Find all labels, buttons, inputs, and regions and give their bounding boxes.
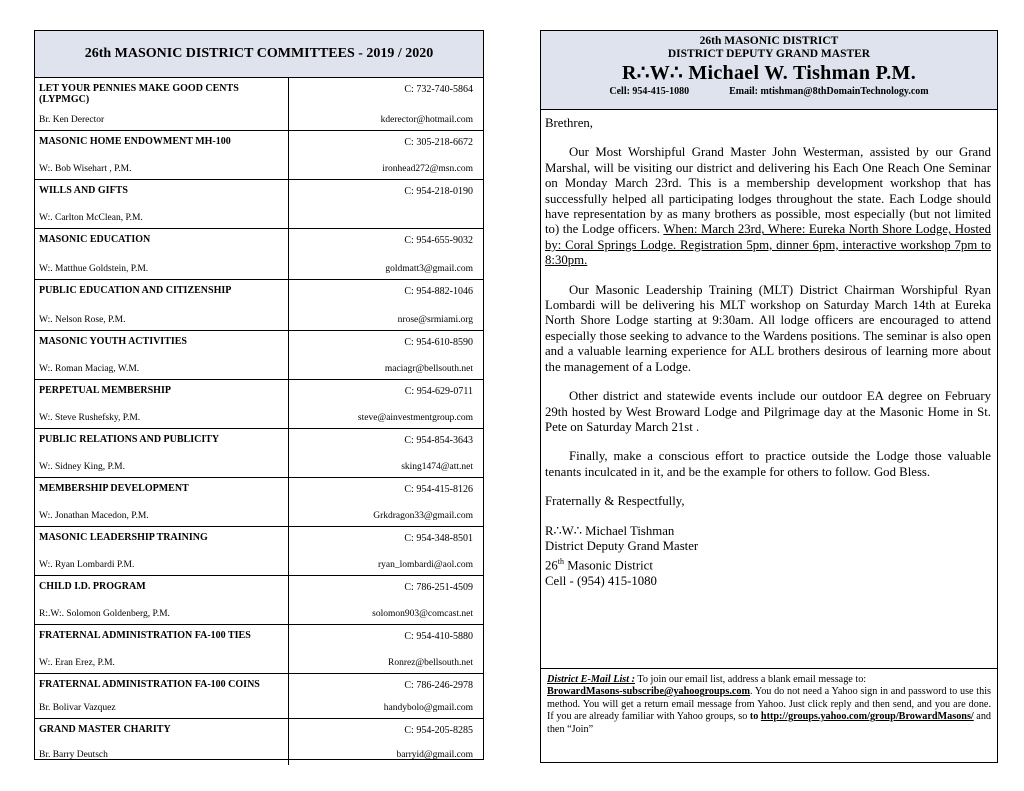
closing: Fraternally & Respectfully, <box>545 494 685 509</box>
committee-email[interactable]: goldmatt3@gmail.com <box>385 264 473 274</box>
letter-header <box>541 31 997 110</box>
committee-phone: C: 954-610-8590 <box>404 337 473 348</box>
column-divider <box>288 576 289 624</box>
committee-row <box>35 331 483 380</box>
greeting: Brethren, <box>545 116 593 130</box>
committee-phone: C: 954-655-9032 <box>404 235 473 246</box>
committee-row <box>35 229 483 280</box>
committee-name: MASONIC HOME ENDOWMENT MH-100 <box>39 136 231 147</box>
committee-list <box>35 78 483 765</box>
column-divider <box>288 331 289 379</box>
committee-phone: C: 305-218-6672 <box>404 137 473 148</box>
contact-line <box>541 85 997 98</box>
committee-name: WILLS AND GIFTS <box>39 185 128 196</box>
committee-chair: W:. Ryan Lombardi P.M. <box>39 560 135 570</box>
committees-page <box>34 30 484 760</box>
ddgm-line: DISTRICT DEPUTY GRAND MASTER <box>667 48 871 60</box>
committee-phone: C: 954-218-0190 <box>404 186 473 197</box>
ddgm-cell: Cell: 954-415-1080 <box>609 86 690 97</box>
email-list-label: District E-Mail List : <box>547 674 636 685</box>
committee-row <box>35 380 483 429</box>
committee-chair: W:. Roman Maciag, W.M. <box>39 364 140 374</box>
committee-phone: C: 954-410-5880 <box>404 631 473 642</box>
committee-phone: C: 954-854-3643 <box>404 435 473 446</box>
column-divider <box>288 625 289 673</box>
paragraph-3: Other district and statewide events include our outdoor EA degree on February 29th hosted by West Broward Lodge and Pilgrimage day at the Masonic Home in St. Pete on Saturday March 21st . <box>545 389 991 434</box>
committee-chair: W:. Eran Erez, P.M. <box>39 658 115 668</box>
paragraph-4: Finally, make a conscious effort to practice outside the Lodge those valuable tenants inculcated in it, and be the example for others to follow. God Bless. <box>545 449 991 479</box>
signature-district: 26th Masonic District <box>545 557 653 573</box>
committee-name: PUBLIC RELATIONS AND PUBLICITY <box>39 434 220 445</box>
yahoo-group-link[interactable]: http://groups.yahoo.com/group/BrowardMasons/ <box>760 711 974 723</box>
committee-email[interactable]: Ronrez@bellsouth.net <box>388 658 473 668</box>
committee-email[interactable]: kderector@hotmail.com <box>380 115 473 125</box>
committee-chair: Br. Bolivar Vazquez <box>39 703 116 713</box>
district-line: 26th MASONIC DISTRICT <box>699 35 839 47</box>
signature-title: District Deputy Grand Master <box>545 538 699 553</box>
committee-email[interactable]: Grkdragon33@gmail.com <box>373 511 473 521</box>
committee-row <box>35 674 483 719</box>
paragraph-1: Our Most Worshipful Grand Master John Westerman, assisted by our Grand Marshal, will be visiting our district and delivering his Each One Reach One Seminar on Monday March 23rd. This is a membership development workshop that has successfully helped all participating lodges throughout the state. Each Lodge should have representation by as many brothers as possible, most especially (but not limited to) the Lodge officers. When: March 23rd, Where: Eureka North Shore Lodge, Hosted by: Coral Springs Lodge. Registration 5pm, dinner 6pm, interactive workshop 7pm to 8:30pm. <box>545 145 991 268</box>
column-divider <box>288 429 289 477</box>
committee-email[interactable]: nrose@srmiami.org <box>397 315 473 325</box>
column-divider <box>288 527 289 575</box>
committee-chair: R:.W:. Solomon Goldenberg, P.M. <box>39 609 170 619</box>
committee-name: PERPETUAL MEMBERSHIP <box>39 385 171 396</box>
committee-row <box>35 527 483 576</box>
committee-email[interactable]: solomon903@comcast.net <box>372 609 473 619</box>
column-divider <box>288 719 289 765</box>
column-divider <box>288 280 289 330</box>
committee-row <box>35 78 483 131</box>
subscribe-address[interactable]: BrowardMasons-subscribe@yahoogroups.com <box>547 686 750 698</box>
signature-name: R∴W∴ Michael Tishman <box>545 523 675 538</box>
column-divider <box>288 478 289 526</box>
committee-phone: C: 732-740-5864 <box>404 84 473 95</box>
column-divider <box>288 131 289 179</box>
committee-name: MEMBERSHIP DEVELOPMENT <box>39 483 189 494</box>
committee-phone: C: 954-348-8501 <box>404 533 473 544</box>
committee-email[interactable]: maciagr@bellsouth.net <box>384 364 473 374</box>
event-details: When: March 23rd, Where: Eureka North Shore Lodge, Hosted by: Coral Springs Lodge. Registration 5pm, dinner 6pm, interactive workshop 7pm to 8:30pm. <box>545 222 991 268</box>
committee-chair: Br. Barry Deutsch <box>39 750 108 760</box>
committee-chair: W:. Bob Wisehart , P.M. <box>39 164 132 174</box>
signature-block <box>545 494 991 589</box>
column-divider <box>288 229 289 279</box>
column-divider <box>288 674 289 718</box>
committee-row <box>35 478 483 527</box>
committee-phone: C: 954-415-8126 <box>404 484 473 495</box>
committee-phone: C: 786-246-2978 <box>404 680 473 691</box>
committee-chair: W:. Sidney King, P.M. <box>39 462 125 472</box>
committee-email[interactable]: ironhead272@msn.com <box>382 164 473 174</box>
committee-name: MASONIC LEADERSHIP TRAINING <box>39 532 208 543</box>
committees-title: 26th MASONIC DISTRICT COMMITTEES - 2019 / 2020 <box>35 31 483 78</box>
ddgm-email: Email: mtishman@8thDomainTechnology.com <box>729 86 929 97</box>
committee-name: MASONIC YOUTH ACTIVITIES <box>39 336 187 347</box>
committee-phone: C: 954-629-0711 <box>404 386 473 397</box>
committee-name: MASONIC EDUCATION <box>39 234 151 245</box>
committee-name: PUBLIC EDUCATION AND CITIZENSHIP <box>39 285 232 296</box>
ddgm-name: R∴W∴ Michael W. Tishman P.M. <box>621 62 917 84</box>
committee-name: FRATERNAL ADMINISTRATION FA-100 TIES <box>39 630 251 641</box>
column-divider <box>288 380 289 428</box>
committee-chair: W:. Nelson Rose, P.M. <box>39 315 126 325</box>
committee-email[interactable]: steve@ainvestmentgroup.com <box>357 413 473 423</box>
column-divider <box>288 78 289 130</box>
committee-name: CHILD I.D. PROGRAM <box>39 581 146 592</box>
committee-email[interactable]: sking1474@att.net <box>401 462 473 472</box>
committee-chair: W:. Matthue Goldstein, P.M. <box>39 264 149 274</box>
committee-chair: W:. Jonathan Macedon, P.M. <box>39 511 149 521</box>
committee-name: FRATERNAL ADMINISTRATION FA-100 COINS <box>39 679 260 690</box>
committee-row <box>35 625 483 674</box>
committee-email[interactable]: handybolo@gmail.com <box>383 703 473 713</box>
ddgm-letter-page <box>540 30 998 763</box>
committee-row <box>35 280 483 331</box>
committee-email[interactable]: barryid@gmail.com <box>396 750 473 760</box>
email-list-footer: District E-Mail List : To join our email list, address a blank email message to: BrowardMasons-subscribe@yahoogroups.com. You do not need a Yahoo sign in and password to use this method. You will get a return email message from Yahoo. Just click reply and then send, and you are done. If you are already familiar with Yahoo groups, so to http://groups.yahoo.com/group/BrowardMasons/ and then “Join” <box>541 668 997 762</box>
committee-phone: C: 786-251-4509 <box>404 582 473 593</box>
committee-row <box>35 576 483 625</box>
signature-cell: Cell - (954) 415-1080 <box>545 574 657 589</box>
committee-chair: Br. Ken Derector <box>39 115 105 125</box>
committee-row <box>35 131 483 180</box>
committee-row <box>35 429 483 478</box>
committee-email[interactable]: ryan_lombardi@aol.com <box>377 560 473 570</box>
letter-body <box>541 110 997 589</box>
column-divider <box>288 180 289 228</box>
committee-name: GRAND MASTER CHARITY <box>39 724 171 735</box>
committee-phone: C: 954-205-8285 <box>404 725 473 736</box>
committee-phone: C: 954-882-1046 <box>404 286 473 297</box>
committee-row <box>35 180 483 229</box>
paragraph-2: Our Masonic Leadership Training (MLT) District Chairman Worshipful Ryan Lombardi will be delivering his MLT workshop on Saturday March 14th at Eureka North Shore Lodge starting at 9:30am. All lodge officers are encouraged to attend especially those seeking to advance to the Wardens positions. The seminar is also open and a valuable learning experience for ALL brothers desirous of learning more about the management of a Lodge. <box>545 282 991 374</box>
committee-chair: W:. Carlton McClean, P.M. <box>39 213 143 223</box>
committee-row <box>35 719 483 765</box>
committee-name: LET YOUR PENNIES MAKE GOOD CENTS (LYPMGC) <box>39 83 239 105</box>
committee-chair: W:. Steve Rushefsky, P.M. <box>39 413 141 423</box>
